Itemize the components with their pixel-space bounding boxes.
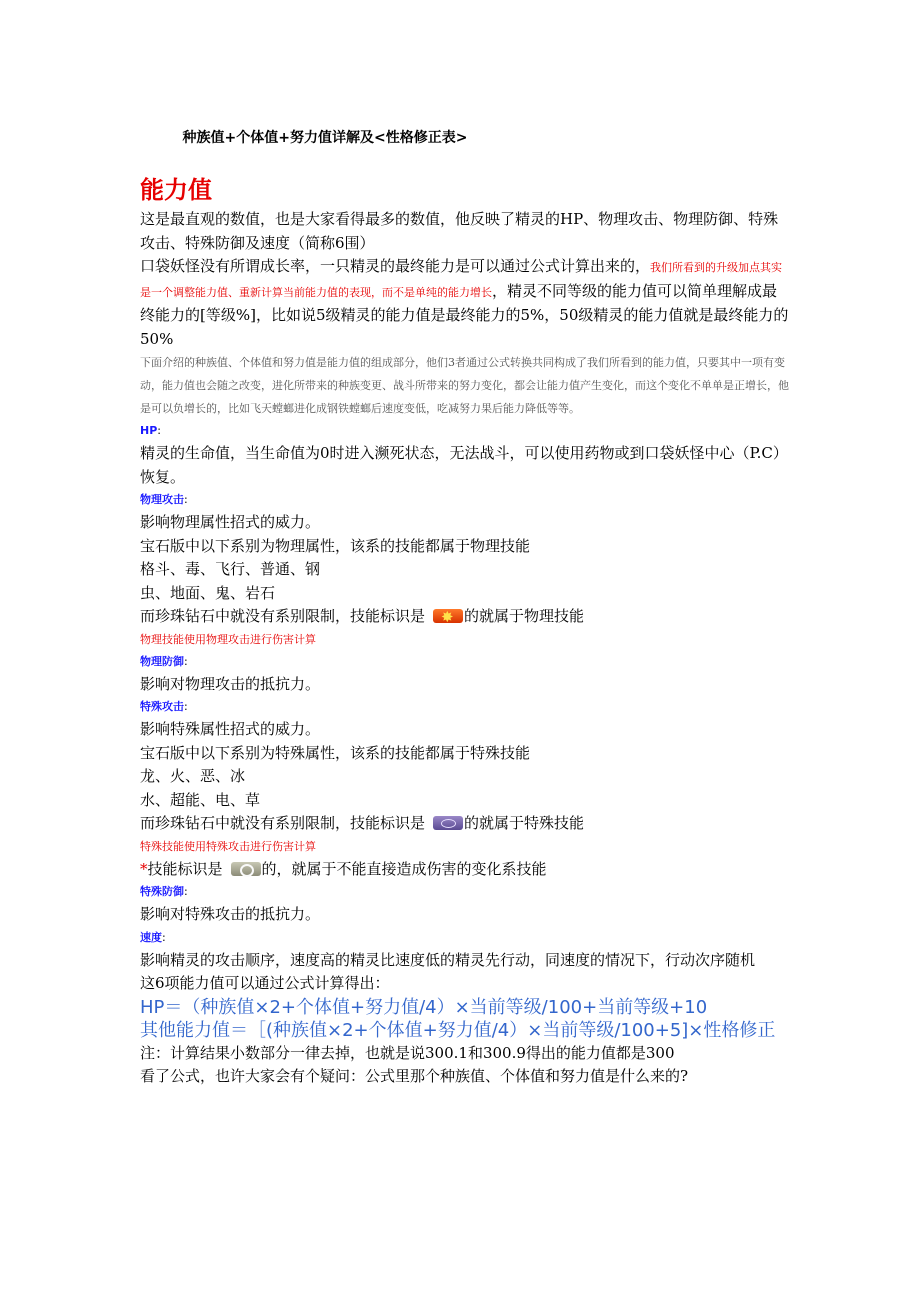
spec-atk-line-2: 宝石版中以下系别为特殊属性，该系的技能都属于特殊技能 [140, 743, 531, 762]
phys-atk-line-1: 影响物理属性招式的威力。 [140, 513, 321, 531]
calc-note: 注：计算结果小数部分一律去掉，也就是说300.1和300.9得出的能力值都是300 [140, 1043, 675, 1062]
intro-text-b: ，精灵不同等级的能力值可以简单理解成最终能力的[等级%]，比如说5级精灵的能力值是最终能力的5%，50级精灵的能力值就是最终能力的50% [140, 281, 789, 348]
speed-label [140, 927, 790, 949]
asterisk-mark: * [140, 859, 148, 878]
phys-atk-line-5 [140, 605, 790, 629]
question-line: 看了公式，也许大家会有个疑问：公式里那个种族值、个体值和努力值是什么来的? [140, 1067, 689, 1085]
status-move-icon [231, 862, 261, 876]
speed-label-text: 速度 [140, 930, 162, 944]
section-heading: 能力值 [140, 176, 212, 204]
spec-atk-line-5 [140, 812, 790, 836]
phys-def-label [140, 651, 790, 673]
spec-def-label-colon: : [184, 885, 188, 898]
hp-label-text: HP [140, 424, 158, 437]
intro-text-a: 口袋妖怪没有所谓成长率，一只精灵的最终能力是可以通过公式计算出来的， [140, 257, 651, 275]
content-flow [140, 208, 790, 1089]
phys-atk-line-3: 格斗、毒、飞行、普通、钢 [140, 560, 321, 578]
phys-def-label-text: 物理防御 [140, 654, 184, 668]
formula-other: 其他能力值＝［(种族值×2+个体值+努力值/4）×当前等级/100+5]×性格修正 [140, 1019, 776, 1041]
spec-atk-line-5a: 而珍珠钻石中就没有系别限制，技能标识是 [140, 814, 426, 832]
intro-paragraph-2 [140, 255, 790, 351]
speed-label-colon: : [162, 930, 166, 944]
spec-def-line-1: 影响对特殊攻击的抵抗力。 [140, 905, 321, 923]
hp-label [140, 420, 790, 442]
spec-def-label-text: 特殊防御 [140, 885, 184, 898]
spec-atk-label-colon: : [184, 700, 188, 713]
phys-atk-label-colon: : [184, 493, 188, 506]
spec-atk-line-4: 水、超能、电、草 [140, 790, 261, 809]
phys-atk-line-5a: 而珍珠钻石中就没有系别限制，技能标识是 [140, 607, 426, 625]
formula-intro: 这6项能力值可以通过公式计算得出： [140, 974, 390, 992]
spec-atk-note: 特殊技能使用特殊攻击进行伤害计算 [140, 839, 316, 853]
phys-atk-line-4: 虫、地面、鬼、岩石 [140, 583, 276, 602]
phys-atk-line-2: 宝石版中以下系别为物理属性，该系的技能都属于物理技能 [140, 536, 531, 555]
speed-line-1: 影响精灵的攻击顺序，速度高的精灵比速度低的精灵先行动，同速度的情况下，行动次序随机 [140, 950, 756, 969]
special-move-icon [433, 816, 463, 830]
document-title: 种族值+个体值+努力值详解及<性格修正表> [182, 130, 468, 146]
status-line-a: 技能标识是 [147, 859, 223, 878]
hp-desc: 精灵的生命值，当生命值为0时进入濒死状态，无法战斗，可以使用药物或到口袋妖怪中心（P.C）恢复。 [140, 444, 788, 486]
hp-label-colon: : [157, 424, 161, 437]
spec-atk-line-1: 影响特殊属性招式的威力。 [140, 720, 321, 738]
spec-atk-label-text: 特殊攻击 [140, 700, 184, 713]
intro-red-note: 我们所看到的升级加点其实是一个调整能力值、重新计算当前能力值的表现，而不是单纯的能力增长 [140, 261, 783, 299]
phys-def-line-1: 影响对物理攻击的抵抗力。 [140, 674, 321, 693]
status-line-b: 的，就属于不能直接造成伤害的变化系技能 [261, 859, 547, 878]
spec-def-label [140, 881, 790, 903]
formula-hp: HP＝（种族值×2+个体值+努力值/4）×当前等级/100+当前等级+10 [140, 996, 708, 1018]
phys-atk-label-text: 物理攻击 [140, 493, 184, 506]
spec-atk-label [140, 696, 790, 718]
spec-atk-line-5b: 的就属于特殊技能 [464, 814, 585, 832]
spec-atk-line-3: 龙、火、恶、冰 [140, 767, 246, 785]
phys-atk-label [140, 489, 790, 511]
status-move-line [140, 858, 790, 882]
phys-def-label-colon: : [184, 654, 188, 668]
intro-paragraph-3: 下面介绍的种族值、个体值和努力值是能力值的组成部分，他们3者通过公式转换共同构成了我们所看到的能力值，只要其中一项有变动，能力值也会随之改变，进化所带来的种族变更、战斗所带来的努力变化，都会让能力值产生变化，而这个变化不单单是正增长，他是可以负增长的，比如飞天螳螂进化成钢铁螳螂后速度变低，吃减努力果后能力降低等等。 [140, 356, 789, 415]
intro-paragraph-1: 这是最直观的数值，也是大家看得最多的数值，他反映了精灵的HP、物理攻击、物理防御、特殊攻击、特殊防御及速度（简称6围） [140, 210, 779, 252]
phys-atk-line-5b: 的就属于物理技能 [464, 607, 585, 625]
physical-move-icon [433, 609, 463, 623]
phys-atk-note: 物理技能使用物理攻击进行伤害计算 [140, 632, 316, 646]
